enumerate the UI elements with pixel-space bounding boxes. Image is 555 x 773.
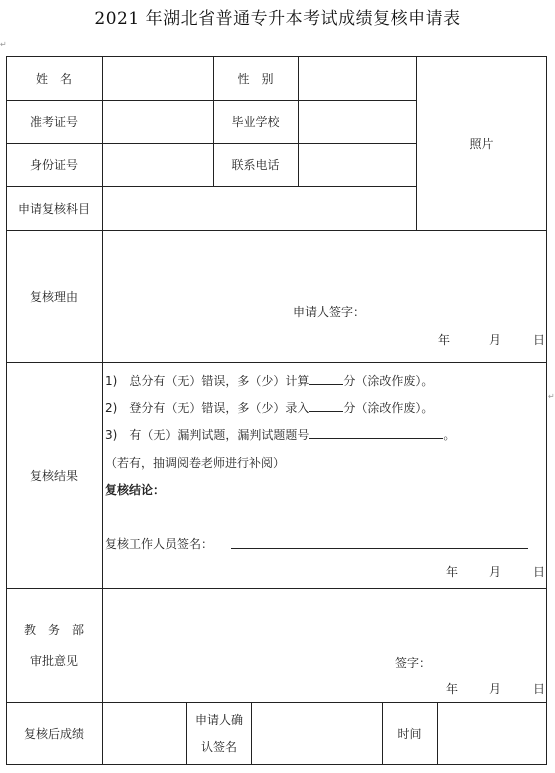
- form-title: 2021 年湖北省普通专升本考试成绩复核申请表: [94, 9, 461, 29]
- dept-label-line1: 教 务 部: [23, 623, 84, 637]
- phone-field[interactable]: [299, 144, 416, 186]
- reason-day: 日: [533, 333, 546, 347]
- applicant-signature-label: 申请人签字：: [293, 305, 366, 319]
- result-item-2: 2) 登分有（无）错误，多（少）录入 分（涂改作废）。: [105, 401, 434, 415]
- reason-year: 年: [438, 333, 451, 347]
- gender-label: 性 别: [237, 71, 274, 86]
- time-label: 时间: [397, 726, 422, 741]
- dept-month: 月: [489, 682, 502, 696]
- dept-year: 年: [446, 682, 459, 696]
- reason-label: 复核理由: [29, 289, 78, 304]
- final-score-field[interactable]: [103, 703, 186, 764]
- application-form-table: [6, 56, 547, 765]
- result-item-1: 1) 总分有（无）错误，多（少）计算 分（涂改作废）。: [105, 374, 434, 388]
- time-field[interactable]: [438, 703, 546, 764]
- name-field[interactable]: [103, 57, 213, 100]
- id-number-field[interactable]: [103, 144, 213, 186]
- dept-day: 日: [533, 682, 546, 696]
- gender-field[interactable]: [299, 57, 416, 100]
- confirm-label-line1: 申请人确: [194, 713, 243, 727]
- dept-signature-label: 签字：: [395, 656, 432, 670]
- school-label: 毕业学校: [231, 115, 280, 129]
- subjects-label: 申请复核科目: [17, 201, 90, 216]
- staff-signature-label: 复核工作人员签名：: [105, 537, 214, 551]
- photo-box[interactable]: 照片: [469, 136, 494, 151]
- result-item-3: 3) 有（无）漏判试题，漏判试题题号 。: [105, 428, 456, 442]
- margin-marker-right: ↵: [548, 392, 555, 401]
- applicant-confirm-field[interactable]: [252, 703, 382, 764]
- reason-area[interactable]: [103, 231, 546, 362]
- dept-approval-area[interactable]: [103, 589, 546, 702]
- name-label: 姓 名: [35, 71, 72, 86]
- reason-month: 月: [489, 333, 502, 347]
- ticket-number-label: 准考证号: [29, 115, 78, 129]
- confirm-label-line2: 认签名: [200, 740, 237, 754]
- ticket-number-field[interactable]: [103, 101, 213, 143]
- applicant-confirm-label: [187, 702, 251, 764]
- dept-label-line2: 审批意见: [29, 654, 78, 668]
- result-year: 年: [446, 565, 459, 579]
- result-day: 日: [533, 565, 546, 579]
- school-field[interactable]: [299, 101, 416, 143]
- result-label: 复核结果: [29, 468, 78, 483]
- result-note: （若有，抽调阅卷老师进行补阅）: [105, 456, 286, 470]
- subjects-field[interactable]: [103, 187, 416, 230]
- result-month: 月: [489, 565, 502, 579]
- result-conclusion-label: 复核结论：: [105, 483, 166, 497]
- phone-label: 联系电话: [231, 158, 280, 172]
- result-area[interactable]: [103, 363, 546, 588]
- dept-label: [6, 588, 102, 702]
- staff-signature-line[interactable]: [231, 548, 528, 549]
- id-number-label: 身份证号: [29, 158, 78, 172]
- margin-marker-left: ↵: [0, 40, 7, 49]
- final-score-label: 复核后成绩: [23, 726, 84, 741]
